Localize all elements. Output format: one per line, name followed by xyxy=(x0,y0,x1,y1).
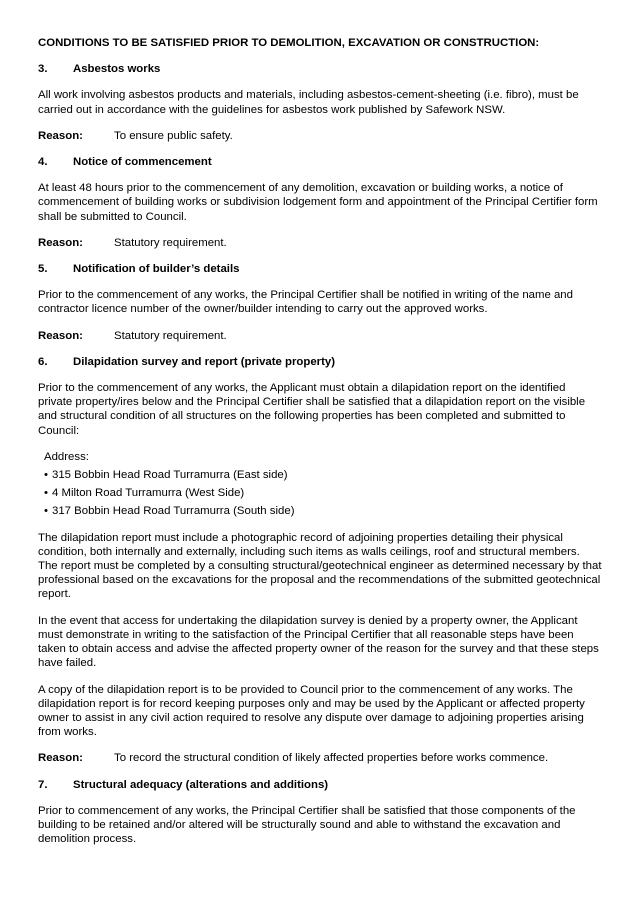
reason-label: Reason: xyxy=(38,752,83,765)
reason-label: Reason: xyxy=(38,329,83,342)
address-text: 315 Bobbin Head Road Turramurra (East side) xyxy=(52,469,288,482)
condition-title: Asbestos works xyxy=(73,63,161,76)
address-list xyxy=(44,468,602,519)
condition-3 xyxy=(38,62,602,143)
condition-heading xyxy=(38,355,602,369)
condition-intro: Prior to the commencement of any works, the Applicant must obtain a dilapidation report on the identified private property/ires below and the Principal Certifier shall be satisfied that a dilapidation report on the visible and structural condition of all structures on the following properties has been completed and submitted to Council: xyxy=(38,382,586,437)
condition-title: Dilapidation survey and report (private property) xyxy=(73,355,336,368)
condition-title: Notification of builder’s details xyxy=(73,263,240,276)
bullet-icon: • xyxy=(44,469,48,482)
reason-text: To ensure public safety. xyxy=(114,129,233,142)
condition-heading xyxy=(38,155,602,169)
condition-number: 7. xyxy=(38,778,48,791)
condition-number: 6. xyxy=(38,355,48,368)
address-text: 317 Bobbin Head Road Turramurra (South side) xyxy=(52,505,295,518)
condition-heading xyxy=(38,262,602,276)
condition-paragraph: Prior to commencement of any works, the Principal Certifier shall be satisfied that those components of the building to be retained and/or altered will be structurally sound and able to withstand the excavation and demolition process. xyxy=(38,804,576,846)
condition-paragraph: Prior to the commencement of any works, the Principal Certifier shall be notified in writing of the name and contractor licence number of the owner/builder intending to carry out the approved works. xyxy=(38,289,573,316)
list-item xyxy=(44,468,602,482)
list-item xyxy=(44,504,602,518)
condition-title: Structural adequacy (alterations and additions) xyxy=(73,778,329,791)
condition-title: Notice of commencement xyxy=(73,156,212,169)
reason-row xyxy=(38,236,602,250)
reason-text: To record the structural condition of likely affected properties before works commence. xyxy=(114,752,549,765)
address-label: Address: xyxy=(44,450,89,463)
condition-7 xyxy=(38,778,602,847)
reason-row xyxy=(38,751,602,765)
bullet-icon: • xyxy=(44,505,48,518)
reason-text: Statutory requirement. xyxy=(114,329,227,342)
reason-label: Reason: xyxy=(38,129,83,142)
condition-6 xyxy=(38,355,602,766)
address-block xyxy=(44,450,602,519)
condition-heading xyxy=(38,62,602,76)
address-text: 4 Milton Road Turramurra (West Side) xyxy=(52,487,245,500)
condition-paragraph: A copy of the dilapidation report is to be provided to Council prior to the commencement of any works. The dilapidation report is for record keeping purposes only and may be used by the Applicant or affected property owner to assist in any civil action required to resolve any dispute over damage to adjoining properties arising from works. xyxy=(38,683,585,739)
condition-number: 4. xyxy=(38,156,48,169)
reason-text: Statutory requirement. xyxy=(114,236,227,249)
reason-row xyxy=(38,129,602,143)
list-item xyxy=(44,486,602,500)
condition-paragraph: In the event that access for undertaking the dilapidation survey is denied by a property owner, the Applicant must demonstrate in writing to the satisfaction of the Principal Certifier that all reasonable steps have been taken to obtain access and advise the affected property owner of the reason for the survey and that these steps have failed. xyxy=(38,614,599,670)
condition-heading xyxy=(38,778,602,792)
bullet-icon: • xyxy=(44,487,48,500)
condition-paragraph: All work involving asbestos products and materials, including asbestos-cement-sheeting (i.e. fibro), must be carried out in accordance with the guidelines for asbestos work published by Safework NSW. xyxy=(38,89,579,116)
condition-4 xyxy=(38,155,602,250)
main-heading: CONDITIONS TO BE SATISFIED PRIOR TO DEMOLITION, EXCAVATION OR CONSTRUCTION: xyxy=(38,37,540,49)
reason-label: Reason: xyxy=(38,236,83,249)
reason-row xyxy=(38,329,602,343)
condition-paragraph: The dilapidation report must include a photographic record of adjoining properties detailing their physical condition, both internally and externally, including such items as walls ceilings, roof and structural members. The report must be completed by a consulting structural/geotechnical engineer as determined necessary by that professional based on the excavations for the proposal and the recommendations of the submitted geotechnical report. xyxy=(38,531,602,601)
condition-5 xyxy=(38,262,602,343)
condition-paragraph: At least 48 hours prior to the commencement of any demolition, excavation or building works, a notice of commencement of building works or subdivision lodgement form and appointment of the Principal Certifier form shall be submitted to Council. xyxy=(38,182,598,223)
condition-number: 5. xyxy=(38,263,48,276)
condition-number: 3. xyxy=(38,63,48,76)
